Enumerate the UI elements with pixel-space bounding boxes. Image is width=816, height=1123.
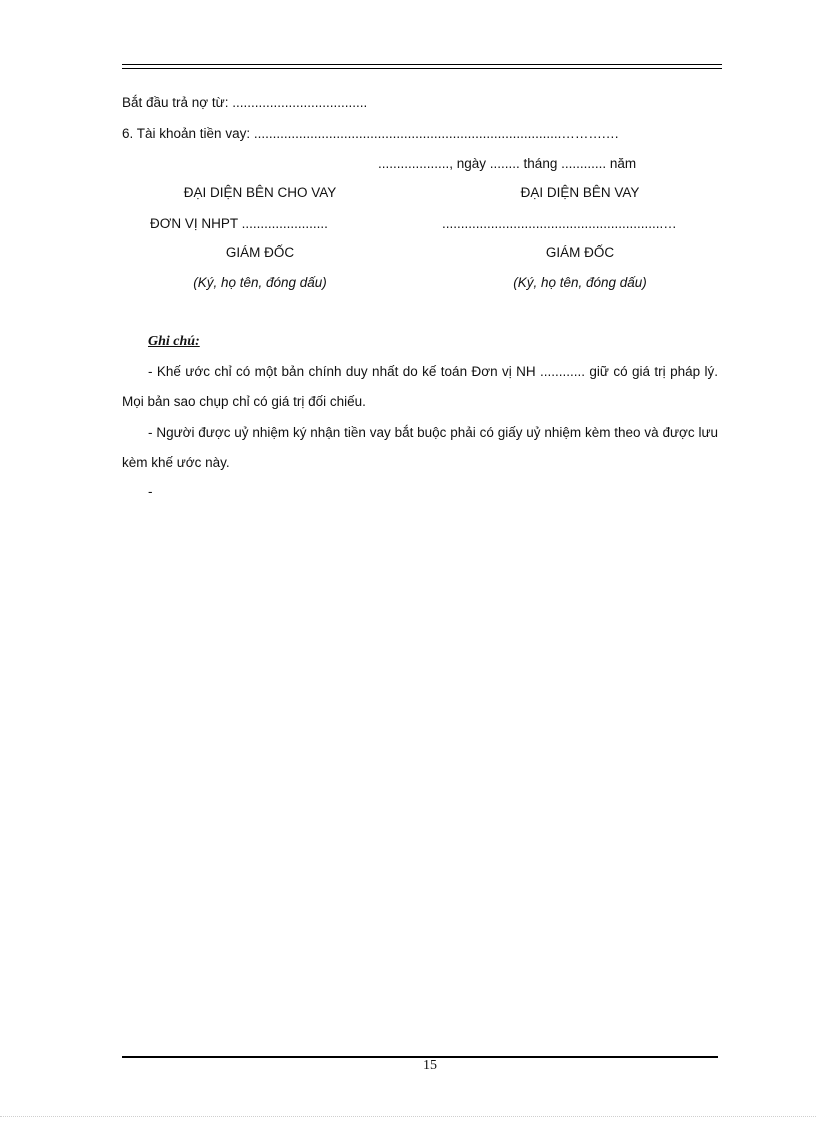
header-rule-bottom [122, 68, 722, 69]
note-item-1: - Khế ước chỉ có một bản chính duy nhất do kế toán Đơn vị NH ............ giữ có giá trị pháp lý. Mọi bản sao chụp chỉ có giá trị đối chiếu. [122, 364, 718, 409]
borrower-title: ĐẠI DIỆN BÊN VAY [520, 185, 640, 200]
note-item-3: - [148, 484, 153, 499]
borrower-sign-note: (Ký, họ tên, đóng dấu) [513, 275, 647, 290]
notes-title: Ghi chú: [148, 334, 200, 349]
lender-sign-note: (Ký, họ tên, đóng dấu) [193, 275, 327, 290]
date-line: ..................., ngày ........ tháng ............ năm [378, 156, 637, 171]
borrower-unit: ...........................................................… [442, 216, 677, 231]
page-number: 15 [423, 1058, 437, 1073]
lender-title: ĐẠI DIỆN BÊN CHO VAY [183, 185, 337, 200]
borrower-position: GIÁM ĐỐC [545, 245, 615, 260]
repayment-start-line: Bắt đầu trả nợ từ: .................................... [122, 95, 368, 110]
header-rule-top [122, 64, 722, 65]
lender-position: GIÁM ĐỐC [225, 245, 295, 260]
note-item-2: - Người được uỷ nhiệm ký nhận tiền vay bắt buộc phải có giấy uỷ nhiệm kèm theo và được lưu kèm khế ước này. [122, 425, 718, 470]
lender-unit: ĐƠN VỊ NHPT ....................... [150, 216, 328, 231]
page-edge [0, 1116, 816, 1117]
loan-account-line: 6. Tài khoản tiền vay: ..................................................................................……….… [122, 126, 620, 141]
